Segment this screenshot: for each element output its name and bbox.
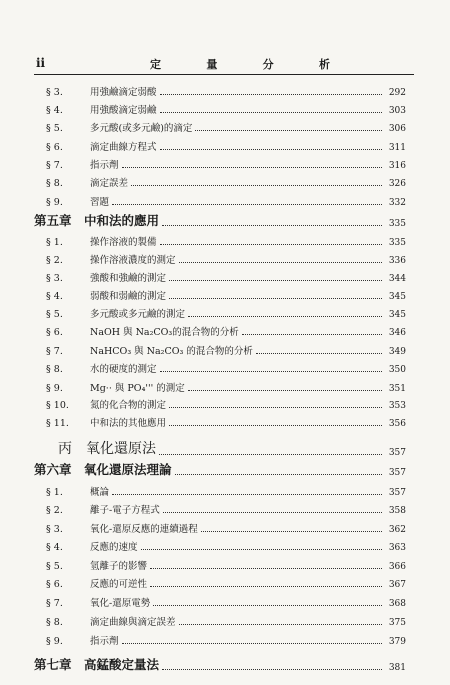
toc-section-entry	[46, 393, 406, 411]
toc-section-entry	[46, 517, 406, 535]
title-char: 析	[318, 58, 330, 71]
toc-section-entry	[46, 190, 406, 208]
page-number: ii	[36, 56, 46, 70]
section-number: § 6.	[46, 579, 63, 590]
entry-title: 概論	[90, 487, 110, 498]
entry-page-number: 350	[388, 365, 406, 375]
dot-leader	[150, 585, 382, 587]
entry-page-number: 345	[388, 310, 406, 320]
running-title	[150, 56, 330, 72]
entry-title: 氧化-還原反應的連續過程	[90, 524, 198, 535]
entry-title: 第五章 中和法的應用	[34, 213, 160, 228]
entry-page-number: 362	[388, 525, 406, 535]
title-char: 分	[262, 58, 274, 71]
section-number: § 5.	[46, 309, 63, 320]
entry-title: 多元酸或多元鹼的測定	[90, 309, 186, 320]
header-rule	[34, 74, 414, 75]
toc-section-entry	[46, 171, 406, 189]
dot-leader	[195, 129, 382, 131]
entry-title: 氫離子的影響	[90, 561, 148, 572]
toc-section-entry	[46, 629, 406, 647]
dot-leader	[169, 279, 382, 281]
toc-section-entry	[46, 376, 406, 394]
section-number: § 9.	[46, 383, 63, 394]
entry-page-number: 368	[388, 599, 406, 609]
section-number: § 3.	[46, 273, 63, 284]
entry-title: 操作溶液的製備	[90, 237, 157, 248]
title-char: 量	[206, 58, 218, 71]
section-number: § 4.	[46, 542, 63, 553]
dot-leader	[256, 352, 382, 354]
section-number: § 5.	[46, 561, 63, 572]
entry-page-number: 353	[388, 401, 406, 411]
dot-leader	[122, 166, 382, 168]
entry-page-number: 351	[388, 384, 406, 394]
dot-leader	[169, 424, 382, 426]
entry-page-number: 292	[388, 88, 406, 98]
dot-leader	[112, 493, 382, 495]
dot-leader	[179, 623, 382, 625]
entry-page-number: 367	[388, 580, 406, 590]
entry-title: 離子-電子方程式	[90, 505, 160, 516]
entry-title: 氮的化合物的測定	[90, 400, 167, 411]
toc-section-entry	[46, 535, 406, 553]
entry-title: 反應的速度	[90, 542, 138, 553]
dot-leader	[201, 530, 382, 532]
dot-leader	[160, 111, 382, 113]
toc-section-entry	[46, 135, 406, 153]
entry-title: 反應的可逆性	[90, 579, 148, 590]
dot-leader	[162, 224, 382, 226]
entry-page-number: 306	[388, 124, 406, 134]
dot-leader	[162, 668, 382, 670]
dot-leader	[169, 406, 382, 408]
entry-title: 滴定曲線與滴定誤差	[90, 617, 176, 628]
section-number: § 9.	[46, 197, 63, 208]
dot-leader	[153, 604, 382, 606]
toc-chapter-entry	[34, 653, 406, 673]
dot-leader	[175, 473, 382, 475]
entry-page-number: 357	[388, 448, 406, 458]
toc-section-entry	[46, 284, 406, 302]
entry-title: Mg·· 與 PO₄''' 的測定	[90, 383, 185, 394]
toc-chapter-entry	[34, 209, 406, 229]
section-number: § 11.	[46, 418, 69, 429]
entry-page-number: 332	[388, 198, 406, 208]
dot-leader	[112, 203, 382, 205]
section-number: § 2.	[46, 505, 63, 516]
entry-page-number: 311	[388, 143, 406, 153]
toc-section-entry	[46, 591, 406, 609]
section-number: § 7.	[46, 160, 63, 171]
entry-title: 弱酸和弱鹼的測定	[90, 291, 167, 302]
dot-leader	[179, 261, 382, 263]
entry-title: 用強鹼滴定弱酸	[90, 87, 157, 98]
entry-title: 指示劑	[90, 636, 119, 647]
toc-section-entry	[46, 357, 406, 375]
toc-section-entry	[46, 411, 406, 429]
entry-title: 滴定誤差	[90, 178, 129, 189]
entry-page-number: 357	[388, 488, 406, 498]
section-number: § 10.	[46, 400, 69, 411]
entry-page-number: 366	[388, 562, 406, 572]
toc-part-entry	[58, 436, 406, 458]
section-number: § 2.	[46, 255, 63, 266]
entry-title: 第六章 氧化還原法理論	[34, 462, 172, 477]
dot-leader	[160, 93, 382, 95]
entry-page-number: 316	[388, 161, 406, 171]
dot-leader	[122, 642, 382, 644]
entry-title: NaHCO₃ 與 Na₂CO₃ 的混合物的分析	[90, 346, 253, 357]
dot-leader	[163, 511, 382, 513]
section-number: § 4.	[46, 105, 63, 116]
section-number: § 3.	[46, 87, 63, 98]
entry-title: 習題	[90, 197, 110, 208]
entry-title: 操作溶液濃度的測定	[90, 255, 176, 266]
toc-section-entry	[46, 153, 406, 171]
entry-title: NaOH 與 Na₂CO₃的混合物的分析	[90, 327, 239, 338]
toc-section-entry	[46, 248, 406, 266]
entry-page-number: 344	[388, 274, 406, 284]
entry-page-number: 357	[388, 468, 406, 478]
toc-section-entry	[46, 610, 406, 628]
entry-title: 丙 氧化還原法	[58, 441, 156, 457]
entry-page-number: 356	[388, 419, 406, 429]
toc-section-entry	[46, 266, 406, 284]
section-number: § 7.	[46, 598, 63, 609]
dot-leader	[160, 370, 382, 372]
section-number: § 5.	[46, 123, 63, 134]
toc-section-entry	[46, 572, 406, 590]
section-number: § 3.	[46, 524, 63, 535]
dot-leader	[242, 333, 382, 335]
entry-page-number: 379	[388, 637, 406, 647]
section-number: § 4.	[46, 291, 63, 302]
toc-section-entry	[46, 302, 406, 320]
entry-title: 氧化-還原電勢	[90, 598, 151, 609]
dot-leader	[150, 567, 382, 569]
entry-page-number: 335	[388, 238, 406, 248]
entry-page-number: 363	[388, 543, 406, 553]
toc-section-entry	[46, 320, 406, 338]
dot-leader	[131, 184, 382, 186]
entry-page-number: 303	[388, 106, 406, 116]
toc-section-entry	[46, 339, 406, 357]
section-number: § 6.	[46, 327, 63, 338]
section-number: § 6.	[46, 142, 63, 153]
entry-title: 指示劑	[90, 160, 119, 171]
section-number: § 8.	[46, 364, 63, 375]
section-number: § 1.	[46, 237, 63, 248]
dot-leader	[188, 389, 382, 391]
entry-page-number: 326	[388, 179, 406, 189]
dot-leader	[160, 243, 382, 245]
title-char: 定	[150, 58, 161, 71]
entry-page-number: 335	[388, 219, 406, 229]
entry-title: 強酸和強鹼的測定	[90, 273, 167, 284]
toc-section-entry	[46, 230, 406, 248]
entry-title: 滴定曲線方程式	[90, 142, 157, 153]
section-number: § 8.	[46, 617, 63, 628]
dot-leader	[141, 548, 382, 550]
toc-section-entry	[46, 498, 406, 516]
toc-section-entry	[46, 80, 406, 98]
entry-title: 多元酸(或多元鹼)的滴定	[90, 123, 193, 134]
section-number: § 8.	[46, 178, 63, 189]
entry-page-number: 346	[388, 328, 406, 338]
entry-page-number: 375	[388, 618, 406, 628]
toc-section-entry	[46, 480, 406, 498]
entry-page-number: 349	[388, 347, 406, 357]
entry-page-number: 336	[388, 256, 406, 266]
section-number: § 9.	[46, 636, 63, 647]
dot-leader	[169, 297, 382, 299]
entry-title: 水的硬度的測定	[90, 364, 157, 375]
entry-title: 中和法的其他應用	[90, 418, 167, 429]
entry-title: 第七章 高錳酸定量法	[34, 657, 160, 672]
toc-chapter-entry	[34, 458, 406, 478]
running-header	[0, 56, 450, 74]
toc-section-entry	[46, 116, 406, 134]
section-number: § 7.	[46, 346, 63, 357]
dot-leader	[160, 148, 382, 150]
dot-leader	[159, 453, 382, 455]
entry-page-number: 358	[388, 506, 406, 516]
dot-leader	[188, 315, 382, 317]
entry-page-number: 381	[388, 663, 406, 673]
section-number: § 1.	[46, 487, 63, 498]
toc-section-entry	[46, 554, 406, 572]
entry-page-number: 345	[388, 292, 406, 302]
entry-title: 用強酸滴定弱鹼	[90, 105, 157, 116]
toc-section-entry	[46, 98, 406, 116]
